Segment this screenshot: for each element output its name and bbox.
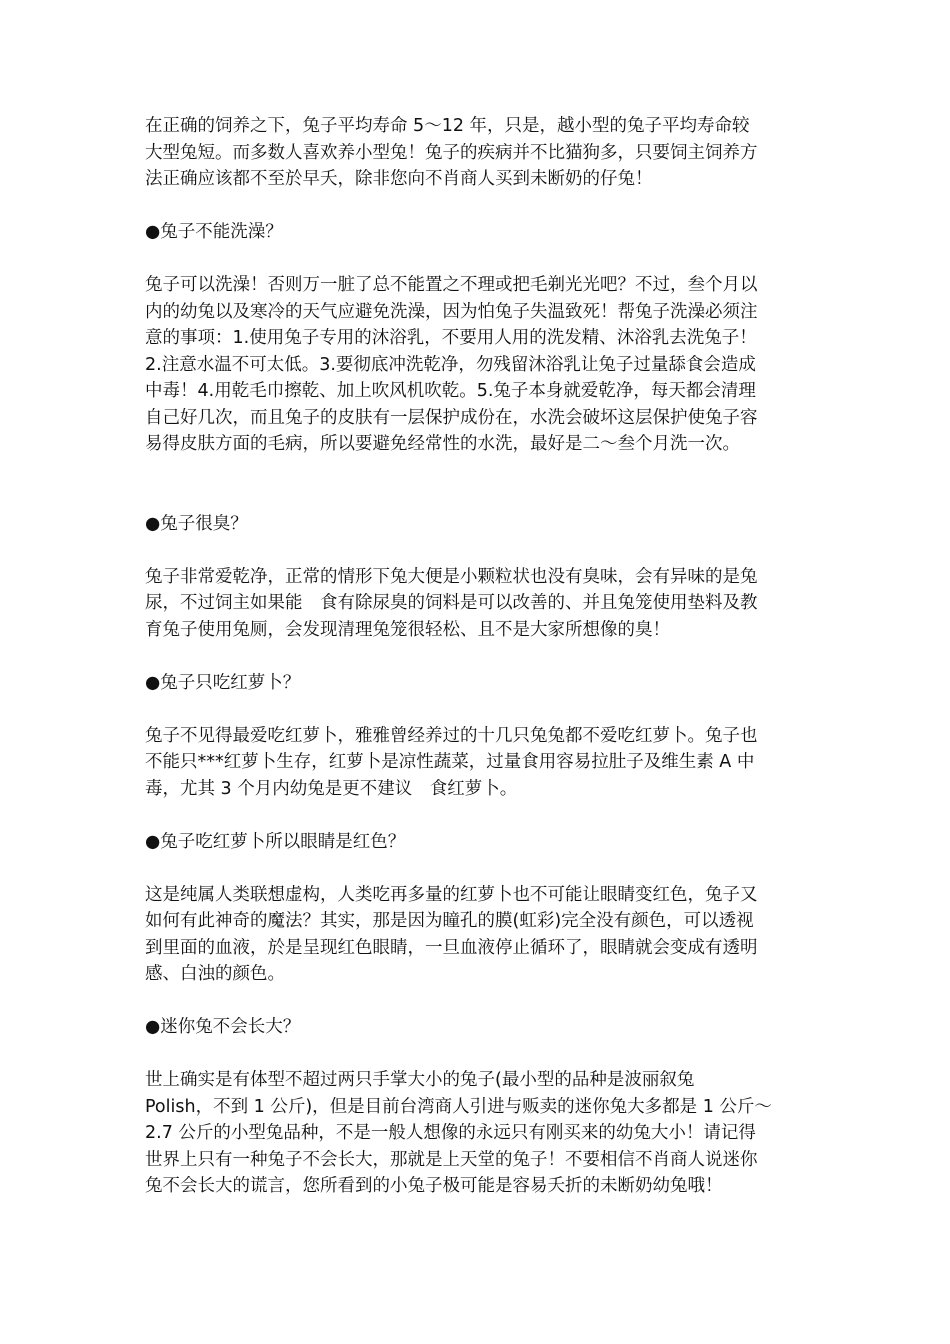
heading-mini-rabbit: ●迷你兔不会长大？ bbox=[145, 1017, 301, 1037]
heading-red-eyes: ●兔子吃红萝卜所以眼睛是红色？ bbox=[145, 831, 406, 852]
text-line: 2.注意水温不可太低。3.要彻底冲洗乾净，勿残留沐浴乳让兔子过量舔食会造成 bbox=[145, 354, 756, 375]
text-line: 中毒！4.用乾毛巾擦乾、加上吹风机吹乾。5.兔子本身就爱乾净，每天都会清理 bbox=[145, 381, 756, 401]
text-line: 法正确应该都不至於早夭，除非您向不肖商人买到未断奶的仔兔！ bbox=[145, 169, 653, 189]
text-line: 世界上只有一种兔子不会长大，那就是上天堂的兔子！不要相信不肖商人说迷你 bbox=[145, 1149, 758, 1170]
text-line: 不能只***红萝卜生存，红萝卜是凉性蔬菜，过量食用容易拉肚子及维生素 A 中 bbox=[145, 752, 755, 772]
text-line: Polish，不到 1 公斤)，但是目前台湾商人引进与贩卖的迷你兔大多都是 1 公斤～ bbox=[145, 1096, 772, 1117]
heading-bathing: ●兔子不能洗澡？ bbox=[145, 222, 283, 242]
text-line: 自己好几次，而且兔子的皮肤有一层保护成份在，水洗会破坏这层保护使兔子容 bbox=[145, 407, 758, 428]
text-line: 兔子非常爱乾净，正常的情形下兔大便是小颗粒状也没有臭味，会有异味的是兔 bbox=[145, 566, 758, 587]
text-line: 易得皮肤方面的毛病，所以要避免经常性的水洗，最好是二～叁个月洗一次。 bbox=[145, 434, 740, 454]
text-line: 内的幼兔以及寒冷的天气应避免洗澡，因为怕兔子失温致死！帮兔子洗澡必须注 bbox=[145, 301, 758, 322]
heading-smell: ●兔子很臭？ bbox=[145, 513, 248, 534]
text-line: 兔子不见得最爱吃红萝卜，雅雅曾经养过的十几只兔兔都不爱吃红萝卜。兔子也 bbox=[145, 725, 758, 746]
text-line: 意的事项：1.使用兔子专用的沐浴乳，不要用人用的洗发精、沐浴乳去洗兔子！ bbox=[145, 328, 757, 348]
text-line: 毒，尤其 3 个月内幼兔是更不建议 食红萝卜。 bbox=[145, 778, 518, 799]
text-line: 世上确实是有体型不超过两只手掌大小的兔子(最小型的品种是波丽叙兔 bbox=[145, 1070, 695, 1090]
heading-carrot: ●兔子只吃红萝卜？ bbox=[145, 672, 301, 693]
text-line: 兔子可以洗澡！否则万一脏了总不能置之不理或把毛剃光光吧？不过，叁个月以 bbox=[145, 275, 758, 295]
paragraph-smell bbox=[145, 564, 817, 644]
document-body bbox=[145, 113, 817, 1200]
text-line: 育兔子使用兔厕，会发现清理兔笼很轻松、且不是大家所想像的臭！ bbox=[145, 619, 670, 640]
paragraph-mini-rabbit bbox=[145, 1067, 817, 1200]
text-line: 大型兔短。而多数人喜欢养小型兔！兔子的疾病并不比猫狗多，只要饲主饲养方 bbox=[145, 142, 758, 163]
text-line: 这是纯属人类联想虚构，人类吃再多量的红萝卜也不可能让眼睛变红色，兔子又 bbox=[145, 884, 758, 905]
text-line: 到里面的血液，於是呈现红色眼睛，一旦血液停止循环了，眼睛就会变成有透明 bbox=[145, 937, 758, 958]
paragraph-carrot bbox=[145, 723, 817, 803]
text-line: 尿，不过饲主如果能 食有除尿臭的饲料是可以改善的、并且兔笼使用垫料及教 bbox=[145, 593, 758, 613]
paragraph-bathing bbox=[145, 272, 817, 458]
paragraph-lifespan bbox=[145, 113, 817, 193]
text-line: 在正确的饲养之下，兔子平均寿命 5～12 年，只是，越小型的兔子平均寿命较 bbox=[145, 116, 750, 136]
text-line: 兔不会长大的谎言，您所看到的小兔子极可能是容易夭折的未断奶幼兔哦！ bbox=[145, 1176, 723, 1196]
text-line: 感、白浊的颜色。 bbox=[145, 964, 285, 984]
text-line: 2.7 公斤的小型兔品种，不是一般人想像的永远只有刚买来的幼兔大小！请记得 bbox=[145, 1123, 756, 1143]
paragraph-red-eyes bbox=[145, 882, 817, 988]
text-line: 如何有此神奇的魔法？其实，那是因为瞳孔的膜(虹彩)完全没有颜色，可以透视 bbox=[145, 911, 754, 931]
